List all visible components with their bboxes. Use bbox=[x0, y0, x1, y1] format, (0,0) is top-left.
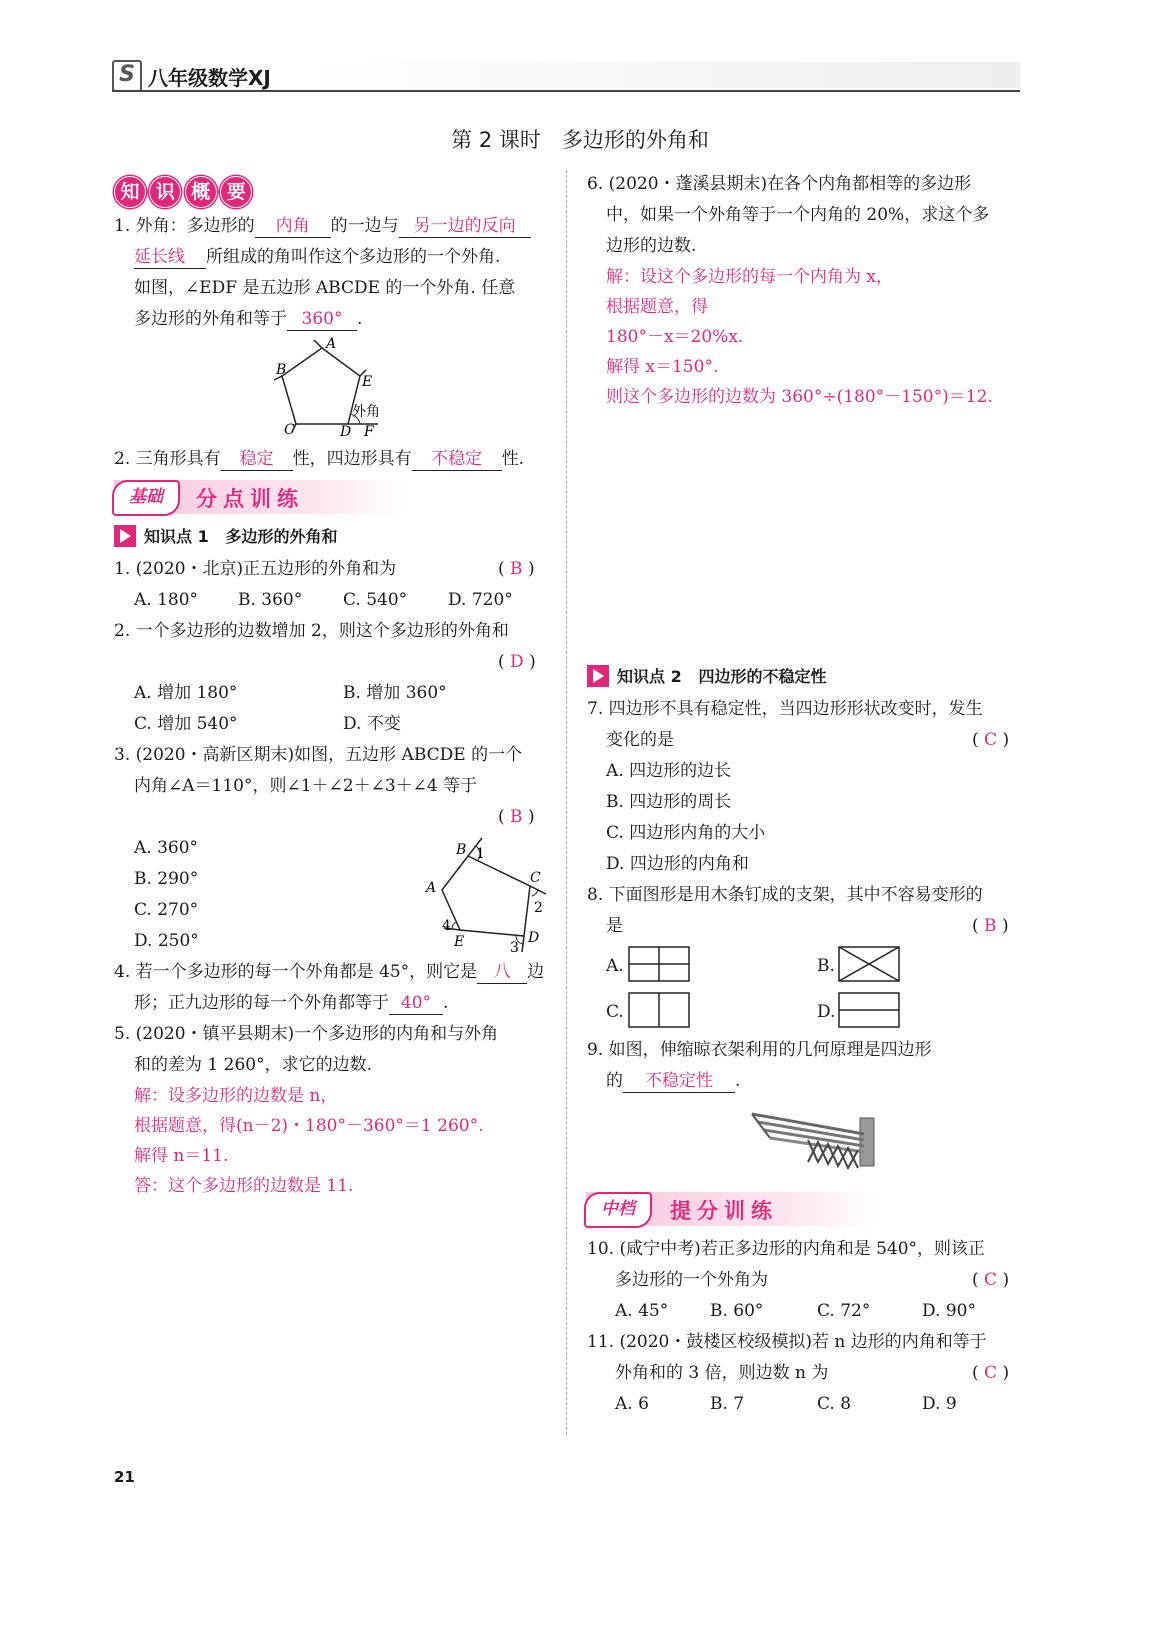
q8-option-label: D. bbox=[817, 1002, 836, 1022]
q7-option: D. 四边形的内角和 bbox=[606, 854, 749, 874]
q5-solution: 答：这个多边形的边数是 11. bbox=[134, 1176, 354, 1196]
q11-answer: ( C ) bbox=[972, 1363, 1010, 1383]
label-A: A bbox=[426, 880, 437, 896]
q6-stem3: 边形的边数. bbox=[606, 236, 697, 256]
blank-answer: 八 bbox=[477, 961, 527, 984]
q8-option-label: C. bbox=[606, 1002, 624, 1022]
label-1: 1 bbox=[476, 846, 485, 862]
label-B: B bbox=[456, 842, 467, 858]
basic-training-tag: 基础 bbox=[112, 480, 180, 516]
label-B: B bbox=[276, 362, 287, 378]
q1-answer: ( B ) bbox=[498, 559, 535, 579]
q10-option: D. 90° bbox=[922, 1301, 976, 1321]
frame-a-figure bbox=[628, 946, 690, 982]
badge-char: 识 bbox=[149, 176, 181, 208]
advanced-training-title: 提分训练 bbox=[670, 1199, 778, 1223]
q10-option: C. 72° bbox=[817, 1301, 871, 1321]
q8-option-label: B. bbox=[817, 956, 835, 976]
blank-answer: 内角 bbox=[255, 215, 331, 238]
blank-answer: 不稳定性 bbox=[623, 1070, 735, 1093]
q3-option: D. 250° bbox=[134, 931, 199, 951]
q1-option: A. 180° bbox=[134, 590, 199, 610]
frame-c-figure bbox=[628, 992, 690, 1028]
ks-q1-line4: 多边形的外角和等于 360° . bbox=[134, 309, 363, 329]
q8-stem2: 是 bbox=[606, 916, 623, 936]
header-rule-thin bbox=[300, 62, 1020, 88]
q8-stem1: 8. 下面图形是用木条钉成的支架，其中不容易变形的 bbox=[587, 885, 983, 905]
q6-solution: 解：设这个多边形的每一个内角为 x， bbox=[606, 267, 893, 287]
q3-answer: ( B ) bbox=[498, 807, 535, 827]
q10-option: A. 45° bbox=[615, 1301, 669, 1321]
label-A: A bbox=[326, 336, 337, 352]
page-number: 21 bbox=[114, 1468, 135, 1486]
blank-answer: 360° bbox=[287, 308, 357, 331]
badge-char: 概 bbox=[185, 176, 217, 208]
blank-answer: 稳定 bbox=[221, 448, 293, 471]
q11-option: B. 7 bbox=[710, 1394, 745, 1414]
q3-option: B. 290° bbox=[134, 869, 199, 889]
label-E: E bbox=[454, 934, 465, 950]
label-E: E bbox=[362, 374, 373, 390]
blank-answer: 不稳定 bbox=[412, 448, 502, 471]
header-rule bbox=[112, 90, 1020, 92]
lesson-title: 第 2 课时 多边形的外角和 bbox=[451, 128, 709, 152]
q6-solution: 180°－x＝20%x. bbox=[606, 327, 744, 347]
q2-answer: ( D ) bbox=[498, 652, 536, 672]
label-D: D bbox=[528, 930, 540, 946]
q4-line2: 形；正九边形的每一个外角都等于 40° . bbox=[134, 993, 449, 1013]
q6-stem2: 中，如果一个外角等于一个内角的 20%，求这个多 bbox=[606, 205, 990, 225]
label-4: 4 bbox=[442, 918, 451, 934]
column-divider bbox=[566, 170, 567, 1435]
drying-rack-illustration bbox=[748, 1100, 882, 1178]
q5-solution: 解得 n＝11. bbox=[134, 1146, 229, 1166]
q6-solution: 解得 x＝150°. bbox=[606, 357, 719, 377]
q5-solution: 根据题意，得(n－2)・180°－360°＝1 260°. bbox=[134, 1116, 484, 1136]
q8-option-label: A. bbox=[606, 956, 624, 976]
q3-stem1: 3. (2020・高新区期末)如图，五边形 ABCDE 的一个 bbox=[114, 745, 523, 765]
q7-option: B. 四边形的周长 bbox=[606, 792, 732, 812]
pentagon-figure bbox=[270, 336, 400, 440]
badge-char: 知 bbox=[114, 176, 146, 208]
q2-option: D. 不变 bbox=[343, 714, 401, 734]
q1-option: C. 540° bbox=[343, 590, 408, 610]
q6-stem1: 6. (2020・蓬溪县期末)在各个内角都相等的多边形 bbox=[587, 174, 972, 194]
q7-stem1: 7. 四边形不具有稳定性，当四边形形状改变时，发生 bbox=[587, 699, 983, 719]
q5-stem2: 和的差为 1 260°，求它的边数. bbox=[134, 1055, 372, 1075]
blank-answer: 另一边的反向 bbox=[399, 215, 531, 238]
q11-stem2: 外角和的 3 倍，则边数 n 为 bbox=[615, 1363, 829, 1383]
advanced-training-tag: 中档 bbox=[584, 1192, 652, 1228]
q10-answer: ( C ) bbox=[972, 1270, 1010, 1290]
q7-stem2: 变化的是 bbox=[606, 730, 674, 750]
pentagon-exterior-angles-figure bbox=[420, 830, 560, 958]
q6-solution: 则这个多边形的边数为 360°÷(180°－150°)＝12. bbox=[606, 387, 993, 407]
q11-option: C. 8 bbox=[817, 1394, 852, 1414]
label-C: C bbox=[284, 422, 295, 438]
basic-training-title: 分点训练 bbox=[196, 487, 304, 511]
q10-stem1: 10. (咸宁中考)若正多边形的内角和是 540°，则该正 bbox=[587, 1239, 986, 1259]
header-logo: S bbox=[112, 60, 142, 92]
kp2-heading: 知识点 2 四边形的不稳定性 bbox=[587, 665, 826, 689]
q7-answer: ( C ) bbox=[972, 730, 1010, 750]
q1-option: D. 720° bbox=[448, 590, 513, 610]
q10-option: B. 60° bbox=[710, 1301, 764, 1321]
q8-answer: ( B ) bbox=[972, 916, 1009, 936]
header-title: 八年级数学XJ bbox=[148, 66, 271, 90]
q2-option: A. 增加 180° bbox=[134, 683, 238, 703]
label-3: 3 bbox=[510, 940, 519, 956]
triangle-marker-icon bbox=[587, 665, 609, 687]
triangle-marker-icon bbox=[114, 525, 136, 547]
q3-stem2: 内角∠A＝110°，则∠1＋∠2＋∠3＋∠4 等于 bbox=[134, 776, 478, 796]
frame-b-figure bbox=[838, 946, 900, 982]
label-F: F bbox=[364, 424, 374, 440]
q7-option: C. 四边形内角的大小 bbox=[606, 823, 766, 843]
q2-stem: 2. 一个多边形的边数增加 2，则这个多边形的外角和 bbox=[114, 621, 509, 641]
ks-q1-line1: 1. 外角：多边形的 内角 的一边与 另一边的反向 bbox=[114, 214, 531, 238]
q9-line2: 的 不稳定性 . bbox=[606, 1071, 741, 1091]
q2-option: C. 增加 540° bbox=[134, 714, 238, 734]
kp1-heading: 知识点 1 多边形的外角和 bbox=[114, 525, 337, 549]
q11-option: A. 6 bbox=[615, 1394, 649, 1414]
ks-q2: 2. 三角形具有 稳定 性，四边形具有 不稳定 性. bbox=[114, 449, 525, 469]
frame-d-figure bbox=[838, 992, 900, 1028]
q1-stem: 1. (2020・北京)正五边形的外角和为 bbox=[114, 559, 397, 579]
badge-char: 要 bbox=[220, 176, 252, 208]
label-exterior-angle: 外角 bbox=[352, 404, 380, 420]
q2-option: B. 增加 360° bbox=[343, 683, 447, 703]
q11-stem1: 11. (2020・鼓楼区校级模拟)若 n 边形的内角和等于 bbox=[587, 1332, 987, 1352]
blank-answer: 40° bbox=[389, 992, 443, 1015]
knowledge-summary-badge bbox=[114, 176, 250, 208]
blank-answer: 延长线 bbox=[134, 246, 206, 269]
q10-stem2: 多边形的一个外角为 bbox=[615, 1270, 768, 1290]
q5-solution: 解：设多边形的边数是 n， bbox=[134, 1086, 338, 1106]
ks-q1-line2: 延长线 所组成的角叫作这个多边形的一个外角. bbox=[134, 247, 501, 267]
q4-line1: 4. 若一个多边形的每一个外角都是 45°，则它是 八 边 bbox=[114, 962, 545, 982]
label-2: 2 bbox=[534, 900, 543, 916]
q6-solution: 根据题意，得 bbox=[606, 297, 708, 317]
q3-option: C. 270° bbox=[134, 900, 199, 920]
q1-option: B. 360° bbox=[238, 590, 303, 610]
q7-option: A. 四边形的边长 bbox=[606, 761, 732, 781]
q9-line1: 9. 如图，伸缩晾衣架利用的几何原理是四边形 bbox=[587, 1040, 932, 1060]
q3-option: A. 360° bbox=[134, 838, 199, 858]
label-D: D bbox=[340, 424, 352, 440]
q11-option: D. 9 bbox=[922, 1394, 957, 1414]
label-C: C bbox=[530, 870, 541, 886]
ks-q1-line3: 如图，∠EDF 是五边形 ABCDE 的一个外角. 任意 bbox=[134, 278, 516, 298]
q5-stem1: 5. (2020・镇平县期末)一个多边形的内角和与外角 bbox=[114, 1024, 499, 1044]
